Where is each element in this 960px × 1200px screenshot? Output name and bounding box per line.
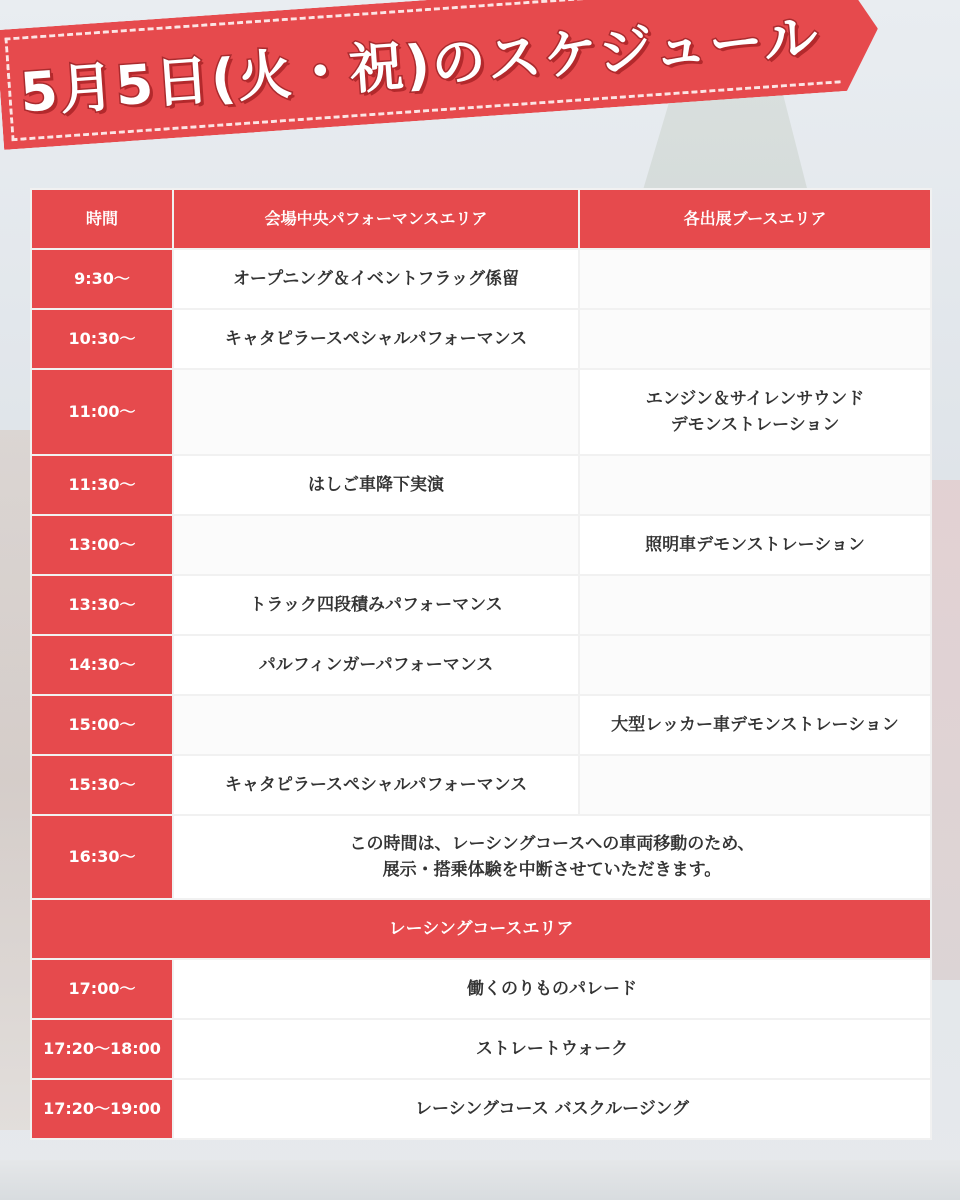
center-event-cell: トラック四段積みパフォーマンス — [173, 575, 579, 635]
time-cell: 11:30〜 — [31, 455, 173, 515]
header-time: 時間 — [31, 189, 173, 249]
table-row — [31, 959, 931, 1019]
time-cell: 13:00〜 — [31, 515, 173, 575]
booth-event-cell — [579, 309, 931, 369]
time-cell: 17:20〜19:00 — [31, 1079, 173, 1139]
time-cell: 13:30〜 — [31, 575, 173, 635]
time-cell: 10:30〜 — [31, 309, 173, 369]
booth-event-cell: エンジン＆サイレンサウンド デモンストレーション — [579, 369, 931, 455]
time-cell: 14:30〜 — [31, 635, 173, 695]
table-row — [31, 755, 931, 815]
notice-text: この時間は、レーシングコースへの車両移動のため、 展示・搭乗体験を中断させていただきます。 — [173, 815, 931, 899]
booth-event-cell — [579, 455, 931, 515]
booth-event-cell: 照明車デモンストレーション — [579, 515, 931, 575]
center-event-cell: はしご車降下実演 — [173, 455, 579, 515]
booth-event-cell — [579, 575, 931, 635]
racing-event-cell: 働くのりものパレード — [173, 959, 931, 1019]
racing-event-cell: レーシングコース バスクルージング — [173, 1079, 931, 1139]
page-title: 5月5日(火・祝)のスケジュール — [18, 5, 822, 125]
booth-event-cell: 大型レッカー車デモンストレーション — [579, 695, 931, 755]
time-cell: 15:30〜 — [31, 755, 173, 815]
background-crowd-right — [928, 480, 960, 980]
booth-event-cell — [579, 755, 931, 815]
time-cell: 17:00〜 — [31, 959, 173, 1019]
time-cell: 11:00〜 — [31, 369, 173, 455]
center-event-cell — [173, 515, 579, 575]
racing-section-header: レーシングコースエリア — [31, 899, 931, 959]
table-row — [31, 455, 931, 515]
table-row — [31, 249, 931, 309]
center-event-cell: キャタピラースペシャルパフォーマンス — [173, 755, 579, 815]
booth-event-cell — [579, 249, 931, 309]
table-row — [31, 309, 931, 369]
schedule-table — [30, 188, 932, 1140]
header-center-area: 会場中央パフォーマンスエリア — [173, 189, 579, 249]
center-event-cell — [173, 369, 579, 455]
table-row — [31, 635, 931, 695]
table-row — [31, 1019, 931, 1079]
time-cell: 15:00〜 — [31, 695, 173, 755]
booth-event-cell — [579, 635, 931, 695]
time-cell: 17:20〜18:00 — [31, 1019, 173, 1079]
header-booth-area: 各出展ブースエリア — [579, 189, 931, 249]
center-event-cell: オープニング＆イベントフラッグ係留 — [173, 249, 579, 309]
table-row — [31, 515, 931, 575]
time-cell: 16:30〜 — [31, 815, 173, 899]
section-row — [31, 899, 931, 959]
table-row — [31, 575, 931, 635]
table-row — [31, 369, 931, 455]
center-event-cell: キャタピラースペシャルパフォーマンス — [173, 309, 579, 369]
background-bottom — [0, 1160, 960, 1200]
racing-event-cell: ストレートウォーク — [173, 1019, 931, 1079]
table-row — [31, 1079, 931, 1139]
notice-row — [31, 815, 931, 899]
center-event-cell: パルフィンガーパフォーマンス — [173, 635, 579, 695]
time-cell: 9:30〜 — [31, 249, 173, 309]
table-row — [31, 695, 931, 755]
table-header-row — [31, 189, 931, 249]
center-event-cell — [173, 695, 579, 755]
